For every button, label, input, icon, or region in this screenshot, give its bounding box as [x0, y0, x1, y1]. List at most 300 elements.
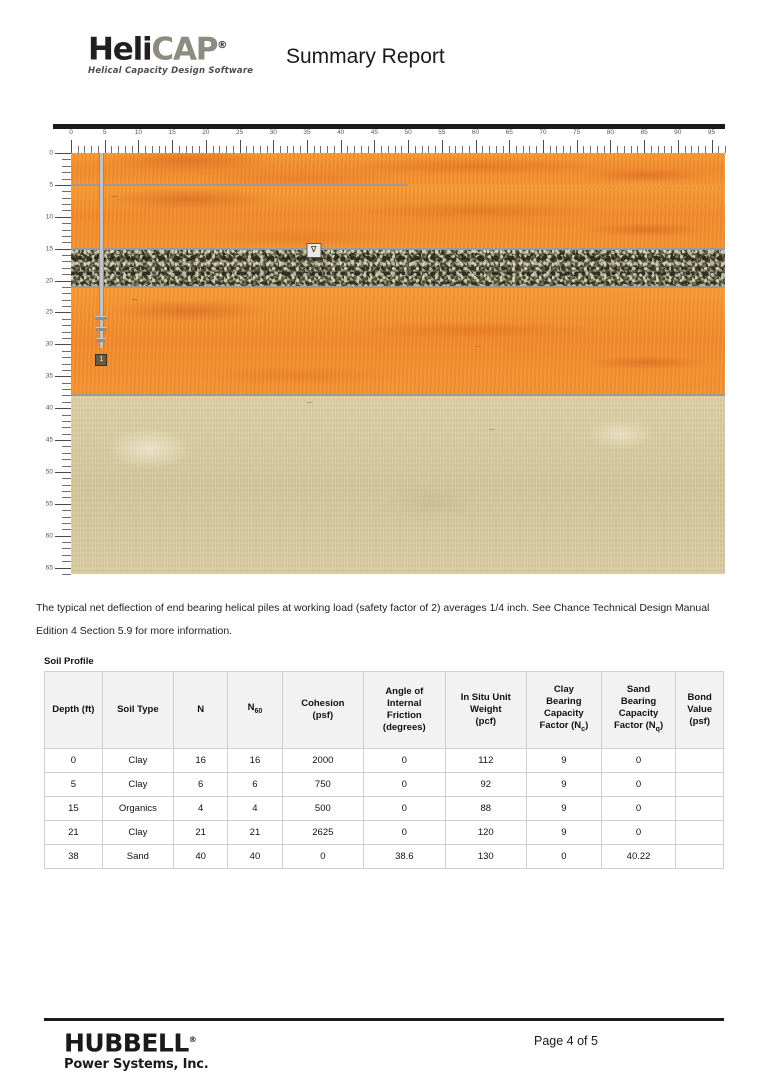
v-ruler-tick — [62, 230, 71, 231]
v-ruler-tick — [55, 249, 71, 250]
table-header-cohesion: Cohesion (psf) — [282, 672, 363, 749]
v-ruler-tick — [62, 529, 71, 530]
h-ruler-tick — [260, 146, 261, 153]
v-ruler-tick — [62, 261, 71, 262]
footer-divider — [44, 1018, 724, 1021]
table-cell-friction: 0 — [364, 749, 445, 773]
h-ruler-label: 25 — [235, 129, 244, 136]
layer-annotation: — — [306, 400, 313, 407]
h-ruler-tick — [401, 146, 402, 153]
h-ruler-tick — [91, 146, 92, 153]
h-ruler-tick — [118, 146, 119, 153]
v-ruler-label: 50 — [45, 468, 53, 476]
h-ruler-label: 40 — [337, 129, 345, 136]
h-ruler-tick — [300, 146, 301, 153]
table-cell-unit_weight: 88 — [445, 797, 526, 821]
table-cell-n60: 6 — [228, 773, 282, 797]
h-ruler-tick — [556, 146, 557, 153]
v-ruler-tick — [62, 293, 71, 294]
v-ruler-tick — [62, 542, 71, 543]
table-cell-n60: 16 — [228, 749, 282, 773]
v-ruler-tick — [62, 236, 71, 237]
v-ruler-tick — [62, 274, 71, 275]
table-header-row — [45, 672, 724, 749]
h-ruler-tick — [442, 140, 443, 153]
v-ruler-tick — [62, 338, 71, 339]
h-ruler-label: 10 — [134, 129, 143, 136]
h-ruler-label: 5 — [102, 129, 107, 136]
soil-profile-table-title: Soil Profile — [44, 656, 94, 667]
h-ruler-label: 65 — [505, 129, 513, 136]
v-ruler-tick — [55, 185, 71, 186]
helicap-logo-wordmark — [88, 30, 268, 68]
table-cell-unit_weight: 120 — [445, 821, 526, 845]
v-ruler-tick — [62, 389, 71, 390]
h-ruler-tick — [503, 146, 504, 153]
h-ruler-label: 80 — [606, 129, 614, 136]
h-ruler-tick — [597, 146, 598, 153]
v-ruler-tick — [62, 497, 71, 498]
h-ruler-label: 55 — [438, 129, 446, 136]
layer-annotation: — — [475, 344, 482, 351]
h-ruler-tick — [381, 146, 382, 153]
v-ruler-tick — [62, 325, 71, 326]
v-ruler-tick — [55, 440, 71, 441]
table-cell-bond — [676, 845, 724, 869]
table-cell-n: 6 — [173, 773, 227, 797]
h-ruler-tick — [152, 146, 153, 153]
table-cell-depth: 0 — [45, 749, 103, 773]
h-ruler-tick — [658, 146, 659, 153]
helix-plate[interactable] — [95, 316, 107, 320]
h-ruler-tick — [213, 146, 214, 153]
v-ruler-tick — [62, 446, 71, 447]
h-ruler-tick — [145, 146, 146, 153]
table-cell-nc: 9 — [527, 797, 602, 821]
v-ruler-tick — [62, 179, 71, 180]
h-ruler-tick — [105, 140, 106, 153]
h-ruler-label: 35 — [303, 129, 311, 136]
table-cell-nq: 0 — [601, 749, 676, 773]
table-cell-soil_type: Clay — [102, 821, 173, 845]
v-ruler-tick — [62, 453, 71, 454]
v-ruler-tick — [55, 536, 71, 537]
h-ruler-tick — [415, 146, 416, 153]
table-header-bond: Bond Value (psf) — [676, 672, 724, 749]
h-ruler-tick — [253, 146, 254, 153]
v-ruler-label: 60 — [45, 532, 53, 540]
table-header-unit_weight: In Situ Unit Weight (pcf) — [445, 672, 526, 749]
h-ruler-tick — [590, 146, 591, 153]
table-cell-depth: 5 — [45, 773, 103, 797]
v-ruler-tick — [55, 472, 71, 473]
soil-layer-boundary — [71, 286, 725, 288]
soil-layer-clay — [71, 287, 725, 395]
helix-plate[interactable] — [97, 338, 106, 342]
v-ruler-tick — [62, 159, 71, 160]
h-ruler-label: 70 — [539, 129, 547, 136]
h-ruler-tick — [186, 146, 187, 153]
v-ruler-label: 15 — [45, 245, 53, 253]
v-ruler-tick — [62, 555, 71, 556]
page-header — [0, 0, 768, 112]
h-ruler-tick — [287, 146, 288, 153]
hubbell-logo — [64, 1027, 209, 1072]
h-ruler-tick — [395, 146, 396, 153]
soil-layer-texture — [71, 395, 725, 574]
horizontal-distance-ruler — [71, 129, 725, 153]
h-ruler-tick — [347, 146, 348, 153]
table-cell-nc: 9 — [527, 749, 602, 773]
v-ruler-label: 40 — [45, 404, 53, 412]
h-ruler-tick — [388, 146, 389, 153]
table-header-n60: $N_{60}$ — [228, 672, 282, 749]
h-ruler-label: 45 — [370, 129, 379, 136]
table-cell-unit_weight: 92 — [445, 773, 526, 797]
v-ruler-tick — [62, 332, 71, 333]
h-ruler-tick — [71, 140, 72, 153]
helicap-logo-tagline: Helical Capacity Design Software — [88, 66, 254, 77]
helicap-logo-heli: Heli — [88, 31, 152, 68]
v-ruler-tick — [55, 568, 71, 569]
h-ruler-label: 95 — [707, 129, 716, 136]
v-ruler-tick — [55, 312, 71, 313]
h-ruler-tick — [718, 146, 719, 153]
soil-layer-organics — [71, 249, 725, 287]
v-ruler-tick — [62, 287, 71, 288]
v-ruler-tick — [55, 504, 71, 505]
h-ruler-tick — [327, 146, 328, 153]
table-cell-n: 21 — [173, 821, 227, 845]
soil-layer-boundary — [71, 184, 408, 186]
table-row — [45, 773, 724, 797]
v-ruler-label: 20 — [45, 277, 53, 285]
table-cell-nq: 0 — [601, 773, 676, 797]
h-ruler-tick — [111, 146, 112, 153]
h-ruler-tick — [98, 146, 99, 153]
h-ruler-tick — [577, 140, 578, 153]
v-ruler-label: 55 — [45, 500, 53, 508]
v-ruler-tick — [62, 223, 71, 224]
h-ruler-tick — [354, 146, 355, 153]
soil-layer-texture — [71, 249, 725, 287]
h-ruler-tick — [705, 146, 706, 153]
h-ruler-tick — [685, 146, 686, 153]
v-ruler-tick — [62, 172, 71, 173]
v-ruler-tick — [55, 376, 71, 377]
h-ruler-tick — [125, 146, 126, 153]
v-ruler-label: 30 — [45, 340, 53, 348]
table-cell-friction: 38.6 — [364, 845, 445, 869]
h-ruler-tick — [293, 146, 294, 153]
soil-layer-boundary — [71, 394, 725, 396]
h-ruler-tick — [610, 140, 611, 153]
page-number: Page 4 of 5 — [534, 1034, 598, 1048]
h-ruler-tick — [712, 140, 713, 153]
table-cell-unit_weight: 130 — [445, 845, 526, 869]
table-cell-depth: 21 — [45, 821, 103, 845]
v-ruler-tick — [55, 153, 71, 154]
h-ruler-tick — [449, 146, 450, 153]
h-ruler-tick — [455, 146, 456, 153]
h-ruler-tick — [523, 146, 524, 153]
h-ruler-tick — [496, 146, 497, 153]
table-cell-nq: 0 — [601, 797, 676, 821]
h-ruler-tick — [219, 146, 220, 153]
table-cell-n60: 4 — [228, 797, 282, 821]
v-ruler-tick — [62, 466, 71, 467]
h-ruler-tick — [691, 146, 692, 153]
v-ruler-tick — [55, 408, 71, 409]
v-ruler-tick — [55, 344, 71, 345]
h-ruler-tick — [631, 146, 632, 153]
v-ruler-tick — [62, 510, 71, 511]
h-ruler-tick — [637, 146, 638, 153]
vertical-depth-ruler — [33, 149, 71, 574]
layer-annotation: — — [677, 267, 684, 274]
table-cell-soil_type: Clay — [102, 749, 173, 773]
layer-annotation: — — [131, 296, 138, 303]
h-ruler-tick — [374, 140, 375, 153]
table-cell-unit_weight: 112 — [445, 749, 526, 773]
table-cell-bond — [676, 749, 724, 773]
table-cell-nc: 9 — [527, 821, 602, 845]
table-cell-nq: 40.22 — [601, 845, 676, 869]
v-ruler-tick — [62, 242, 71, 243]
h-ruler-tick — [624, 146, 625, 153]
page-title: Summary Report — [286, 45, 445, 68]
v-ruler-tick — [62, 485, 71, 486]
soil-layer-sand — [71, 395, 725, 574]
h-ruler-tick — [84, 146, 85, 153]
soil-layer-texture — [71, 153, 725, 185]
table-cell-bond — [676, 797, 724, 821]
hubbell-logo-wordmark — [64, 1027, 209, 1056]
table-cell-friction: 0 — [364, 797, 445, 821]
table-cell-n60: 21 — [228, 821, 282, 845]
h-ruler-tick — [509, 140, 510, 153]
table-cell-bond — [676, 773, 724, 797]
table-header-nc: Clay Bearing Capacity Factor $(N_c)$ — [527, 672, 602, 749]
h-ruler-label: 50 — [404, 129, 412, 136]
h-ruler-label: 0 — [69, 129, 73, 136]
v-ruler-label: 65 — [45, 564, 53, 572]
h-ruler-tick — [698, 146, 699, 153]
h-ruler-tick — [563, 146, 564, 153]
v-ruler-tick — [62, 364, 71, 365]
h-ruler-tick — [462, 146, 463, 153]
h-ruler-tick — [644, 140, 645, 153]
h-ruler-tick — [671, 146, 672, 153]
table-row — [45, 821, 724, 845]
v-ruler-tick — [62, 548, 71, 549]
helicap-logo-cap: CAP — [151, 31, 218, 68]
v-ruler-tick — [62, 434, 71, 435]
v-ruler-tick — [62, 395, 71, 396]
v-ruler-label: 35 — [45, 372, 53, 380]
h-ruler-tick — [435, 146, 436, 153]
h-ruler-label: 30 — [269, 129, 277, 136]
h-ruler-tick — [334, 146, 335, 153]
v-ruler-tick — [62, 198, 71, 199]
water-table-marker-icon[interactable]: ∇ — [306, 243, 321, 258]
v-ruler-label: 25 — [45, 308, 53, 316]
table-cell-friction: 0 — [364, 821, 445, 845]
table-cell-n: 40 — [173, 845, 227, 869]
h-ruler-tick — [78, 146, 79, 153]
registered-trademark-icon: ® — [188, 1035, 197, 1044]
layer-annotation: — — [489, 427, 495, 434]
h-ruler-tick — [361, 146, 362, 153]
h-ruler-tick — [428, 146, 429, 153]
v-ruler-tick — [62, 210, 71, 211]
h-ruler-tick — [165, 146, 166, 153]
soil-layer-clay — [71, 153, 725, 185]
h-ruler-tick — [226, 146, 227, 153]
h-ruler-tick — [536, 146, 537, 153]
v-ruler-tick — [62, 255, 71, 256]
table-cell-n60: 40 — [228, 845, 282, 869]
h-ruler-tick — [240, 140, 241, 153]
h-ruler-tick — [678, 140, 679, 153]
h-ruler-tick — [570, 146, 571, 153]
v-ruler-tick — [62, 357, 71, 358]
h-ruler-tick — [138, 140, 139, 153]
v-ruler-tick — [62, 166, 71, 167]
v-ruler-tick — [55, 217, 71, 218]
v-ruler-tick — [62, 517, 71, 518]
hubbell-logo-text: HUBBELL — [64, 1028, 189, 1058]
table-row — [45, 749, 724, 773]
h-ruler-tick — [489, 146, 490, 153]
v-ruler-tick — [62, 402, 71, 403]
table-cell-nq: 0 — [601, 821, 676, 845]
v-ruler-tick — [62, 574, 71, 575]
helix-plate[interactable] — [96, 327, 107, 331]
hubbell-logo-subtitle: Power Systems, Inc. — [64, 1057, 209, 1073]
table-cell-cohesion: 2000 — [282, 749, 363, 773]
table-cell-cohesion: 2625 — [282, 821, 363, 845]
table-cell-bond — [676, 821, 724, 845]
h-ruler-tick — [246, 146, 247, 153]
table-body — [45, 749, 724, 869]
registered-trademark-icon: ® — [217, 40, 228, 51]
h-ruler-label: 90 — [674, 129, 682, 136]
table-header-soil_type: Soil Type — [102, 672, 173, 749]
h-ruler-tick — [159, 146, 160, 153]
v-ruler-tick — [62, 478, 71, 479]
helicap-logo — [88, 30, 268, 78]
h-ruler-tick — [550, 146, 551, 153]
v-ruler-label: 10 — [45, 213, 53, 221]
v-ruler-label: 0 — [49, 149, 53, 157]
h-ruler-tick — [307, 140, 308, 153]
v-ruler-tick — [62, 421, 71, 422]
v-ruler-label: 5 — [49, 181, 53, 189]
h-ruler-tick — [725, 146, 726, 153]
v-ruler-tick — [62, 319, 71, 320]
v-ruler-label: 45 — [45, 436, 53, 444]
v-ruler-tick — [62, 191, 71, 192]
h-ruler-tick — [583, 146, 584, 153]
table-row — [45, 845, 724, 869]
v-ruler-tick — [62, 459, 71, 460]
h-ruler-tick — [482, 146, 483, 153]
h-ruler-tick — [604, 146, 605, 153]
h-ruler-tick — [529, 146, 530, 153]
soil-profile-table — [44, 671, 724, 869]
table-header-nq: Sand Bearing Capacity Factor $(N_q)$ — [601, 672, 676, 749]
h-ruler-tick — [617, 146, 618, 153]
table-cell-n: 4 — [173, 797, 227, 821]
table-cell-depth: 15 — [45, 797, 103, 821]
h-ruler-label: 15 — [168, 129, 176, 136]
soil-layer-boundary — [71, 248, 725, 250]
table-cell-cohesion: 0 — [282, 845, 363, 869]
v-ruler-tick — [62, 351, 71, 352]
h-ruler-tick — [267, 146, 268, 153]
h-ruler-label: 20 — [202, 129, 210, 136]
v-ruler-tick — [55, 281, 71, 282]
h-ruler-tick — [199, 146, 200, 153]
table-cell-cohesion: 500 — [282, 797, 363, 821]
pile-label-tag[interactable]: 1 — [95, 354, 107, 366]
v-ruler-tick — [62, 370, 71, 371]
h-ruler-tick — [368, 146, 369, 153]
table-row — [45, 797, 724, 821]
h-ruler-tick — [273, 140, 274, 153]
h-ruler-tick — [314, 146, 315, 153]
v-ruler-tick — [62, 561, 71, 562]
h-ruler-tick — [206, 140, 207, 153]
v-ruler-tick — [62, 491, 71, 492]
v-ruler-tick — [62, 300, 71, 301]
v-ruler-tick — [62, 427, 71, 428]
table-header-friction: Angle of Internal Friction (degrees) — [364, 672, 445, 749]
soil-layer-texture — [71, 185, 725, 249]
table-cell-n: 16 — [173, 749, 227, 773]
soil-layer-clay — [71, 185, 725, 249]
h-ruler-tick — [192, 146, 193, 153]
table-cell-nc: 9 — [527, 773, 602, 797]
table-cell-soil_type: Sand — [102, 845, 173, 869]
h-ruler-tick — [664, 146, 665, 153]
h-ruler-tick — [476, 140, 477, 153]
table-cell-soil_type: Clay — [102, 773, 173, 797]
h-ruler-label: 60 — [471, 129, 480, 136]
table-header-n: N — [173, 672, 227, 749]
v-ruler-tick — [62, 204, 71, 205]
h-ruler-tick — [469, 146, 470, 153]
table-cell-nc: 0 — [527, 845, 602, 869]
h-ruler-tick — [233, 146, 234, 153]
soil-profile-diagram — [33, 124, 725, 574]
h-ruler-tick — [172, 140, 173, 153]
h-ruler-tick — [280, 146, 281, 153]
table-cell-friction: 0 — [364, 773, 445, 797]
table-cell-cohesion: 750 — [282, 773, 363, 797]
table-cell-soil_type: Organics — [102, 797, 173, 821]
v-ruler-tick — [62, 306, 71, 307]
deflection-note: The typical net deflection of end bearing helical piles at working load (safety factor of 2) averages 1/4 inch. See Chance Technical Design Manual Edition 4 Section 5.9 for more information. — [36, 602, 710, 637]
v-ruler-tick — [62, 268, 71, 269]
table-cell-depth: 38 — [45, 845, 103, 869]
h-ruler-tick — [341, 140, 342, 153]
h-ruler-label: 85 — [640, 129, 648, 136]
layer-annotation: — — [111, 194, 117, 201]
h-ruler-tick — [179, 146, 180, 153]
h-ruler-tick — [408, 140, 409, 153]
